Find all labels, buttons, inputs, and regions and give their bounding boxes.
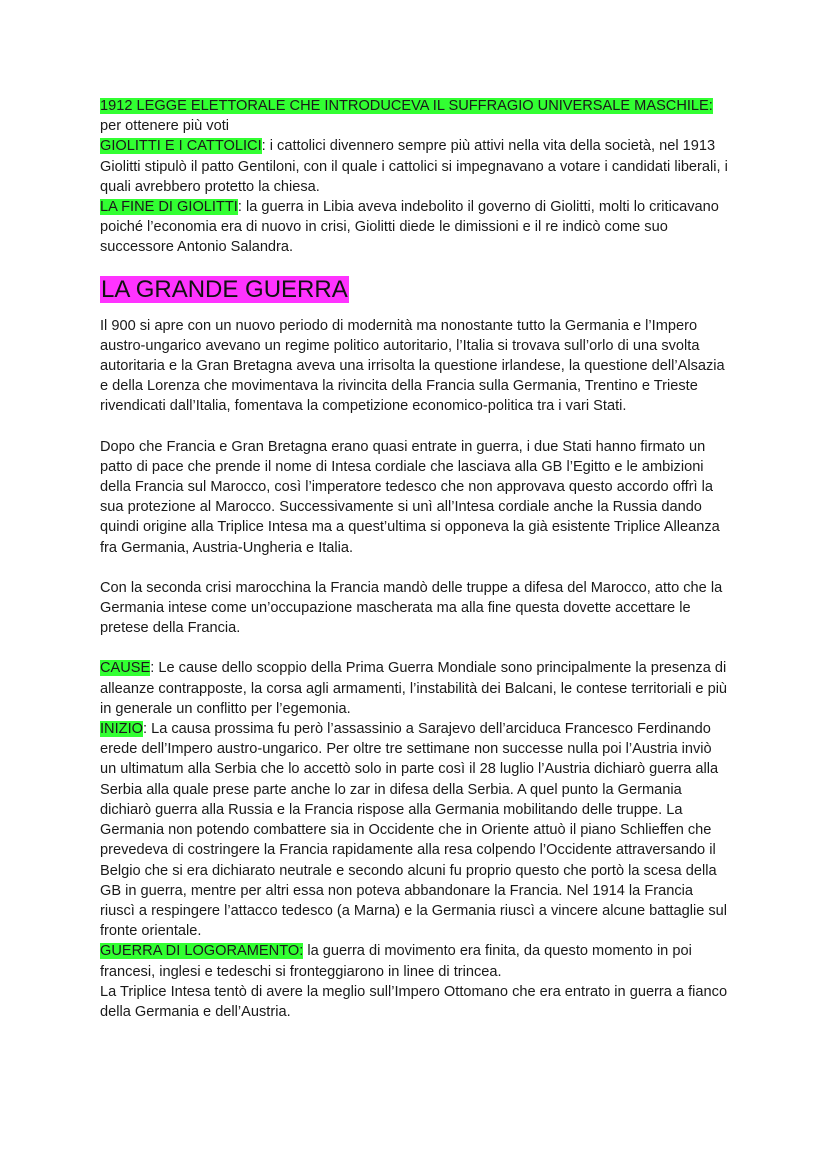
- paragraph-text: per ottenere più voti: [100, 118, 229, 135]
- highlight-label: GUERRA DI LOGORAMENTO:: [100, 943, 304, 960]
- paragraph-legge-elettorale: [100, 96, 728, 136]
- paragraph-giolitti-cattolici: [100, 136, 728, 197]
- paragraph-fine-giolitti: [100, 197, 728, 258]
- paragraph-cause: [100, 658, 728, 719]
- paragraph-crisi-marocchina: Con la seconda crisi marocchina la Francia mandò delle truppe a difesa del Marocco, atto che la Germania intese come un’occupazione mascherata ma alla fine questa dovette accettare le pretese della Francia.: [100, 579, 723, 637]
- paragraph-intro-900: Il 900 si apre con un nuovo periodo di modernità ma nonostante tutto la Germania e l’Impero austro-ungarico avevano un regime politico autoritario, l’Italia si trovava sull’orlo di una svolta autoritaria e la Gran Bretagna aveva una irrisolta la questione irlandese, la questione dell’Alsazia e della Lorenza che movimentava la rivincita della Francia sulla Germania, Trentino e Trieste rivendicati dall’Italia, fomentava la competizione economico-politica tra i vari Stati.: [100, 317, 725, 415]
- paragraph-text: la guerra di movimento era finita, da questo momento in poi francesi, inglesi e tedeschi si fronteggiarono in linee di trincea.: [100, 943, 692, 980]
- highlight-label: CAUSE: [100, 660, 151, 677]
- paragraph-text: : i cattolici divennero sempre più attivi nella vita della società, nel 1913 Giolitti stipulò il patto Gentiloni, con il quale i cattolici si impegnavano a votare i candidati liberali, i quali avrebbero protetto la chiesa.: [100, 138, 728, 195]
- paragraph-triplice-intesa: La Triplice Intesa tentò di avere la meglio sull’Impero Ottomano che era entrato in guerra a fianco della Germania e dell’Austria.: [100, 983, 728, 1020]
- paragraph-text: : La causa prossima fu però l’assassinio a Sarajevo dell’arciduca Francesco Ferdinando erede dell’Impero austro-ungarico. Per oltre tre settimane non successe nulla poi l’Austria inviò un ultimatum alla Serbia che lo accettò solo in parte così il 28 luglio l’Austria dichiarò guerra alla Serbia alla quale prese parte anche lo zar in difesa della Serbia. A quel punto la Germania dichiarò guerra alla Russia e la Francia rispose alla Germania mobilitando delle truppe. La Germania non potendo combattere sia in Occidente che in Oriente attuò il piano Schlieffen che prevedeva di costringere la Francia rapidamente alla resa colpendo l’Occidente attraversando il Belgio che si era dichiarato neutrale e secondo alcuni fu proprio questo che portò la scesa della GB in guerra, mentre per altri essa non poteva abbandonare la Francia. Nel 1914 la Francia riuscì a respingere l’attacco tedesco (a Marna) e la Germania riuscì a vincere alcune battaglie sul fronte orientale.: [100, 721, 728, 940]
- highlight-label: GIOLITTI E I CATTOLICI: [100, 138, 262, 155]
- highlight-label: INIZIO: [100, 721, 143, 738]
- paragraph-intesa-cordiale: Dopo che Francia e Gran Bretagna erano quasi entrate in guerra, i due Stati hanno firmato un patto di pace che prende il nome di Intesa cordiale che lasciava alla GB l’Egitto e le ambizioni della Francia sul Marocco, così l’imperatore tedesco che non approvava questo accordo offrì la sua protezione al Marocco. Successivamente si unì all’Intesa cordiale anche la Russia dando quindi origine alla Triplice Intesa ma a quest’ultima si opponeva la già esistente Triplice Alleanza fra Germania, Austria-Ungheria e Italia.: [100, 438, 720, 556]
- paragraph-inizio: [100, 719, 728, 941]
- highlight-label: LA FINE DI GIOLITTI: [100, 199, 238, 216]
- paragraph-guerra-logoramento: [100, 941, 728, 981]
- paragraph-text: : la guerra in Libia aveva indebolito il governo di Giolitti, molti lo criticavano poiché l’economia era di nuovo in crisi, Giolitti diede le dimissioni e il re indicò come suo successore Antonio Salandra.: [100, 199, 719, 256]
- section-heading: LA GRANDE GUERRA: [101, 275, 348, 303]
- paragraph-spacer: [100, 638, 728, 658]
- highlight-label: 1912 LEGGE ELETTORALE CHE INTRODUCEVA IL SUFFRAGIO UNIVERSALE MASCHILE:: [100, 98, 713, 114]
- paragraph-spacer: [100, 558, 728, 578]
- paragraph-text: : Le cause dello scoppio della Prima Guerra Mondiale sono principalmente la presenza di alleanze contrapposte, la corsa agli armamenti, l’instabilità dei Balcani, le contese territoriali e più in generale un conflitto per l’egemonia.: [100, 660, 728, 717]
- heading-wrapper: [100, 275, 728, 308]
- document-page: [100, 96, 728, 1022]
- paragraph-spacer: [100, 417, 728, 437]
